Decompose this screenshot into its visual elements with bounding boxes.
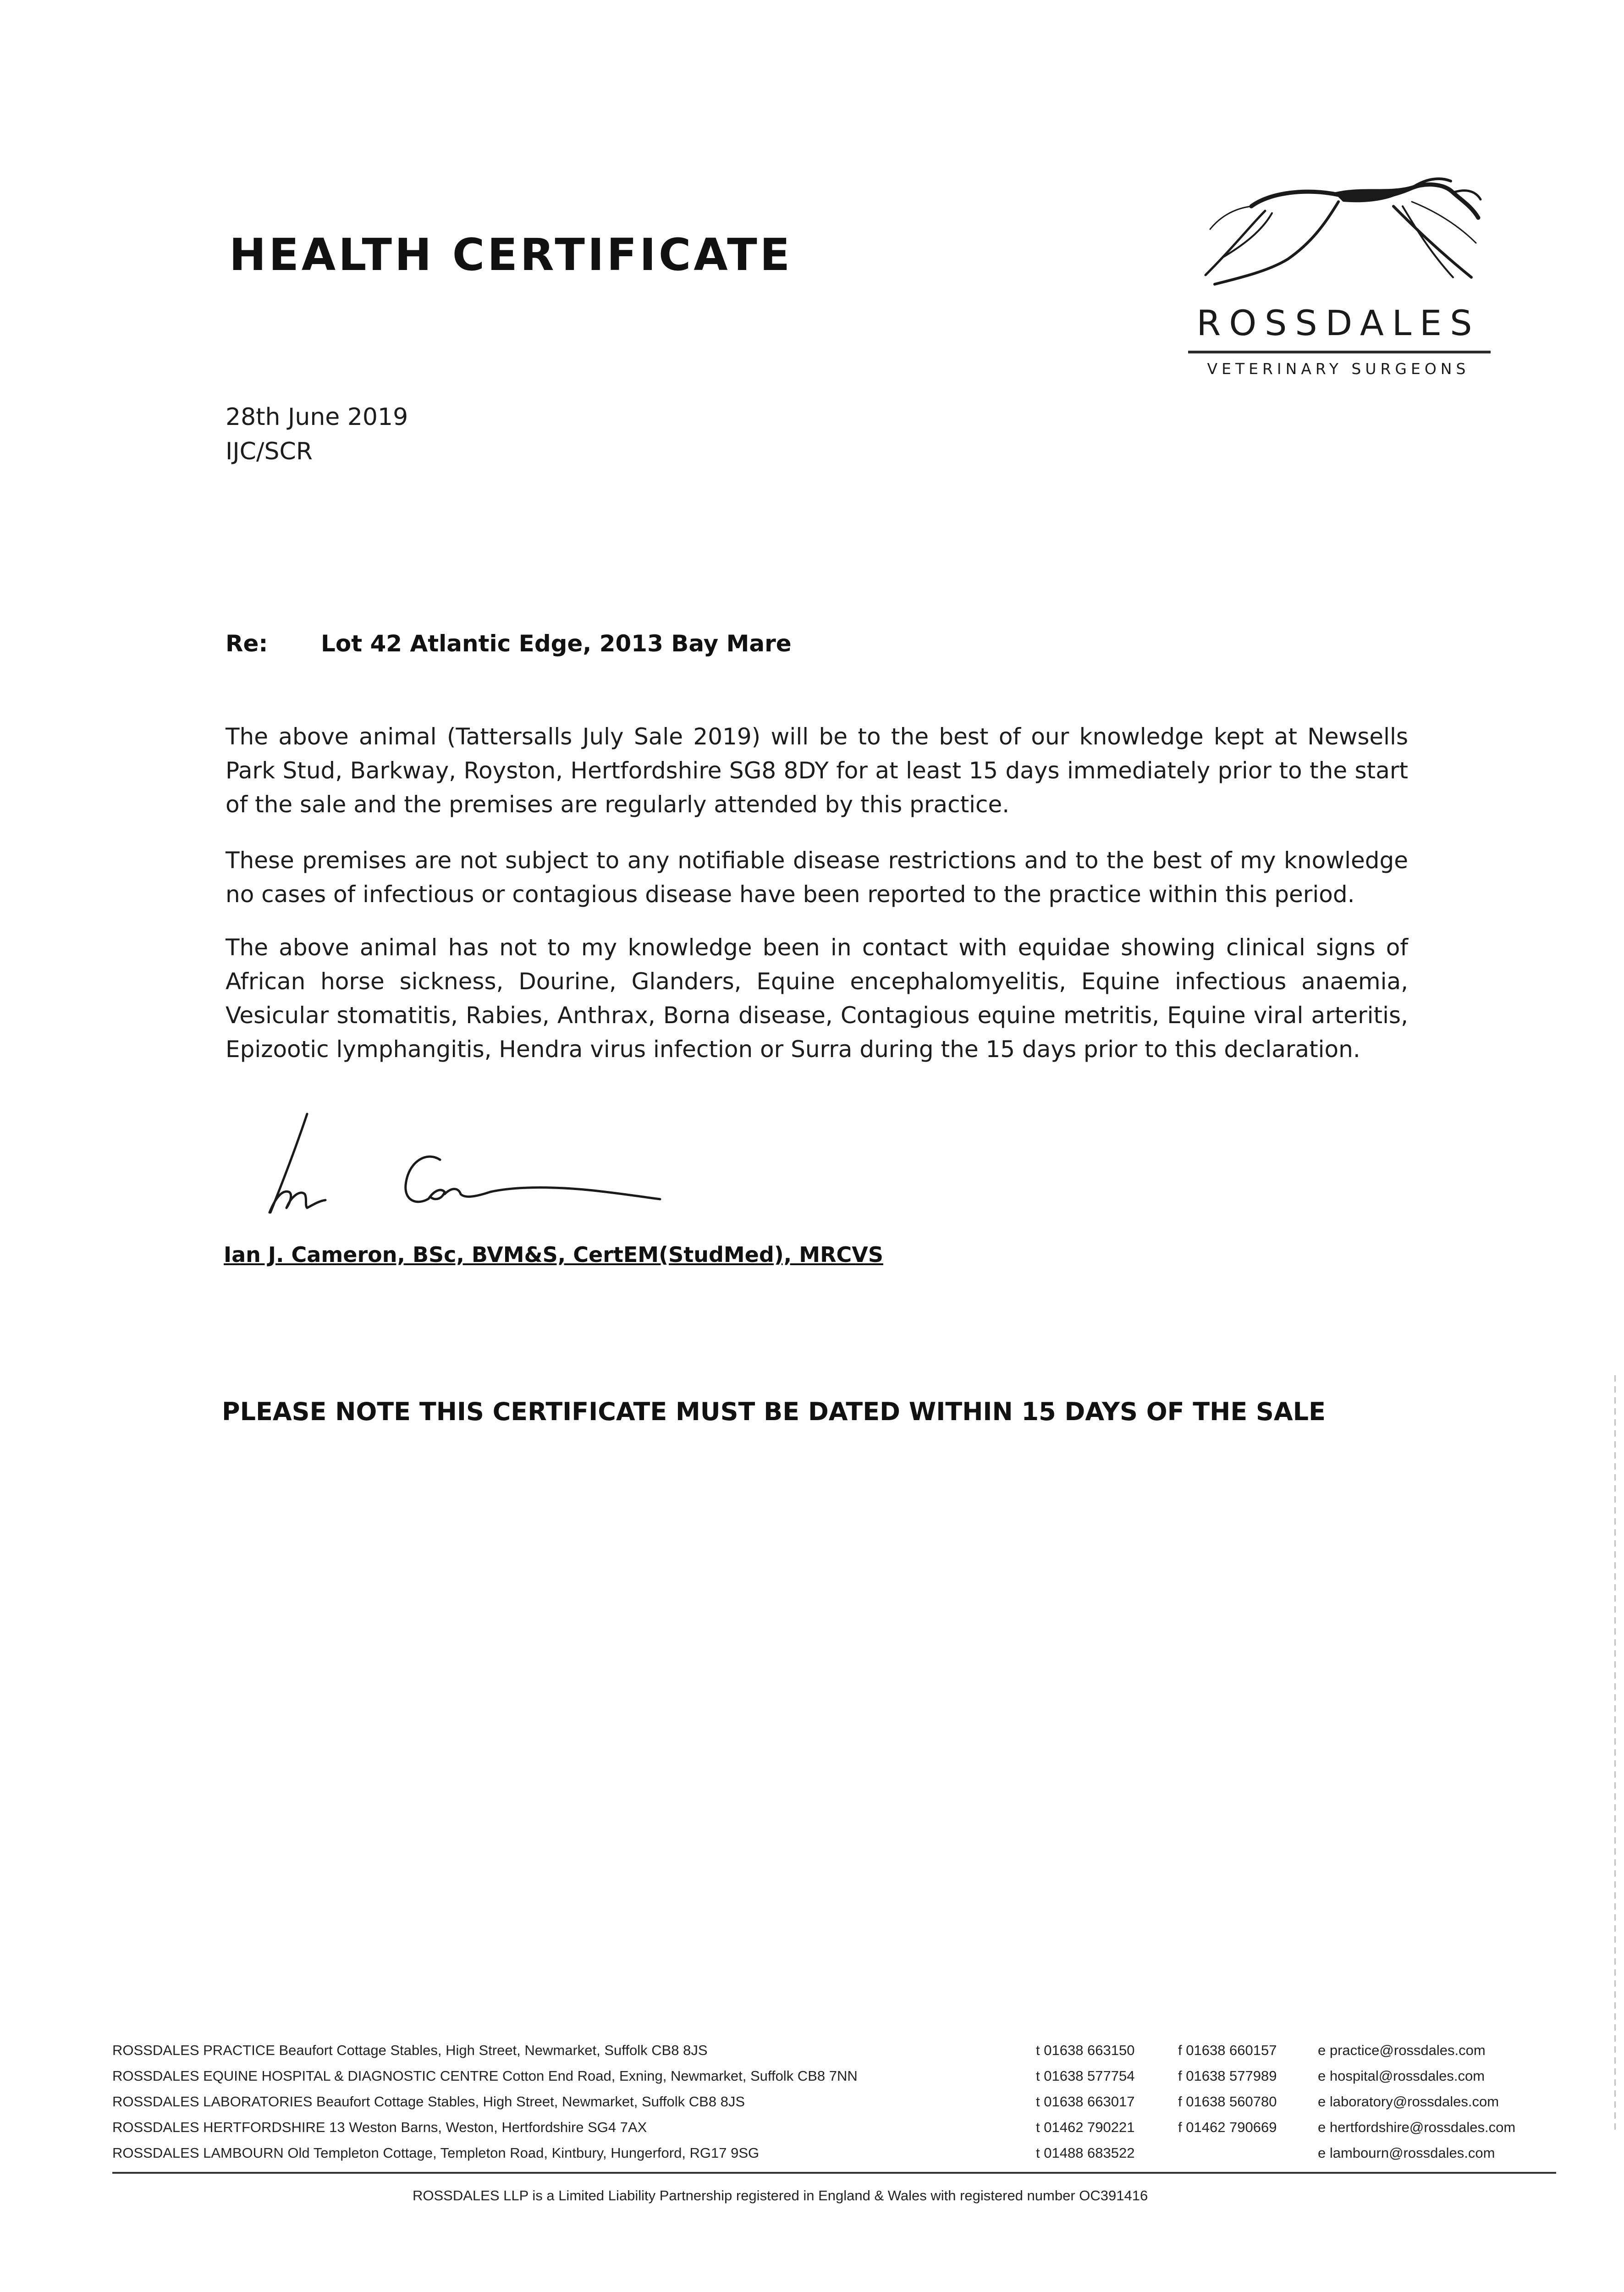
body-paragraph-3: The above animal has not to my knowledge been in contact with equidae showing clinical signs of African horse sickness, Dourine, Glanders, Equine encephalomyelitis, Equine infectious anaemia, Vesicular stomatitis, Rabies, Anthrax, Borna disease, Contagious equine metritis, Equine viral arteritis, Epizootic lymphangitis, Hendra virus infection or Surra during the 15 days prior to this declaration. bbox=[226, 934, 1408, 1063]
rossdales-logo bbox=[1183, 174, 1503, 390]
footer-offices bbox=[112, 2042, 1556, 2171]
office-fax: f 01638 660157 bbox=[1178, 2042, 1277, 2058]
document-reference: IJC/SCR bbox=[226, 438, 313, 465]
document-title: HEALTH CERTIFICATE bbox=[229, 229, 793, 281]
office-fax: f 01462 790669 bbox=[1178, 2119, 1277, 2135]
office-telephone: t 01638 663017 bbox=[1036, 2094, 1135, 2110]
footer-office-row bbox=[112, 2042, 1556, 2068]
office-email: e hertfordshire@rossdales.com bbox=[1318, 2119, 1516, 2135]
re-subject: Lot 42 Atlantic Edge, 2013 Bay Mare bbox=[321, 630, 792, 657]
footer-office-row bbox=[112, 2068, 1556, 2094]
logo-rule bbox=[1188, 351, 1491, 353]
office-name: ROSSDALES LABORATORIES Beaufort Cottage Stables, High Street, Newmarket, Suffolk CB8 8JS bbox=[112, 2094, 745, 2110]
office-name: ROSSDALES EQUINE HOSPITAL & DIAGNOSTIC CENTRE Cotton End Road, Exning, Newmarket, Suffolk CB8 7NN bbox=[112, 2068, 858, 2084]
office-fax: f 01638 560780 bbox=[1178, 2094, 1277, 2110]
footer-office-row bbox=[112, 2145, 1556, 2171]
office-email: e hospital@rossdales.com bbox=[1318, 2068, 1485, 2084]
office-email: e lambourn@rossdales.com bbox=[1318, 2145, 1495, 2161]
office-fax: f 01638 577989 bbox=[1178, 2068, 1277, 2084]
re-label: Re: bbox=[226, 630, 268, 657]
signatory-name: Ian J. Cameron, BSc, BVM&S, CertEM(StudMed), MRCVS bbox=[224, 1242, 883, 1267]
office-name: ROSSDALES PRACTICE Beaufort Cottage Stables, High Street, Newmarket, Suffolk CB8 8JS bbox=[112, 2042, 708, 2058]
handwritten-signature bbox=[248, 1109, 683, 1219]
footer-divider bbox=[112, 2172, 1556, 2174]
document-date: 28th June 2019 bbox=[226, 403, 408, 431]
body-paragraph-2: These premises are not subject to any notifiable disease restrictions and to the best of my knowledge no cases of infectious or contagious disease have been reported to the practice within this period. bbox=[226, 847, 1408, 908]
footer-office-row bbox=[112, 2094, 1556, 2119]
office-telephone: t 01488 683522 bbox=[1036, 2145, 1135, 2161]
body-paragraph-1: The above animal (Tattersalls July Sale 2019) will be to the best of our knowledge kept at Newsells Park Stud, Barkway, Royston, Hertfordshire SG8 8DY for at least 15 days immediately prior to the start of the sale and the premises are regularly attended by this practice. bbox=[226, 723, 1408, 818]
office-email: e laboratory@rossdales.com bbox=[1318, 2094, 1499, 2110]
horse-logo-icon bbox=[1196, 174, 1490, 289]
logo-subtitle: VETERINARY SURGEONS bbox=[1207, 360, 1470, 378]
office-telephone: t 01638 663150 bbox=[1036, 2042, 1135, 2058]
office-email: e practice@rossdales.com bbox=[1318, 2042, 1486, 2058]
logo-name: ROSSDALES bbox=[1196, 303, 1481, 343]
office-telephone: t 01638 577754 bbox=[1036, 2068, 1135, 2084]
certificate-note: PLEASE NOTE THIS CERTIFICATE MUST BE DATED WITHIN 15 DAYS OF THE SALE bbox=[222, 1397, 1326, 1426]
footer-office-row bbox=[112, 2119, 1556, 2145]
office-name: ROSSDALES HERTFORDSHIRE 13 Weston Barns, Weston, Hertfordshire SG4 7AX bbox=[112, 2119, 647, 2135]
office-telephone: t 01462 790221 bbox=[1036, 2119, 1135, 2135]
office-name: ROSSDALES LAMBOURN Old Templeton Cottage, Templeton Road, Kintbury, Hungerford, RG17 9SG bbox=[112, 2145, 760, 2161]
footer-legal-text: ROSSDALES LLP is a Limited Liability Partnership registered in England & Wales with registered number OC391416 bbox=[413, 2187, 1148, 2204]
scan-edge-artifact bbox=[1614, 1375, 1616, 2132]
